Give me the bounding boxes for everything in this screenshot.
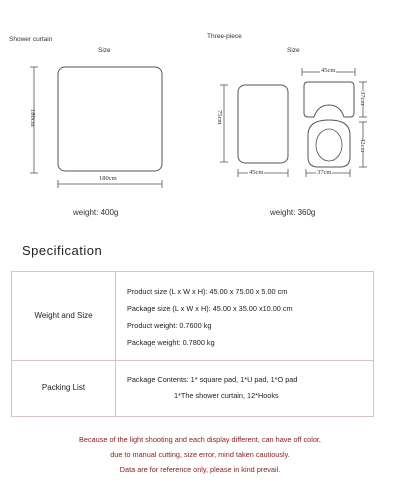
weight-left: weight: 400g [73,208,119,217]
o-pad-width-text: 37cm [317,169,332,176]
notice-line-3: Data are for reference only, please in kind prevail. [119,465,281,474]
curtain-width-text: 180cm [99,175,117,182]
package-contents-line: Package Contents: 1* square pad, 1*U pad, 1*O pad [127,375,298,384]
curtain-height-text: 180cm [29,109,36,127]
weight-right: weight: 360g [270,208,316,217]
product-weight-line: Product weight: 0.7600 kg [127,321,212,330]
package-size-line: Package size (L x W x H): 45.00 x 35.00 x10.00 cm [127,304,293,313]
o-pad-height-text: 42cm [359,138,366,153]
product-size-line: Product size (L x W x H): 45.00 x 75.00 x 5.00 cm [127,287,288,296]
square-pad-shape [238,85,288,163]
mat-top-width-text: 45cm [321,67,336,74]
row-header-weight-size: Weight and Size [34,311,93,320]
row-header-packing-list: Packing List [41,383,86,392]
mat-width-text: 45cm [249,169,264,176]
shower-curtain-label: Shower curtain [9,36,53,43]
specification-title: Specification [22,243,103,258]
curtain-shape [58,67,162,171]
notice-line-2: due to manual cutting, size error, mind taken cautiously. [110,450,290,459]
three-piece-label: Three-piece [207,33,242,40]
mat-height-text: 75cm [216,110,223,125]
u-pad-shape [304,82,354,117]
size-label-left: Size [98,47,111,54]
u-pad-height-text: 37cm [359,91,366,106]
specification-table [11,271,374,417]
o-pad-hole [316,129,342,161]
package-contents-line-2: 1*The shower curtain, 12*Hooks [174,391,279,400]
package-weight-line: Package weight: 0.7800 kg [127,338,215,347]
three-piece-diagram [200,55,400,195]
size-label-right: Size [287,47,300,54]
notice-line-1: Because of the light shooting and each display different, can have off color, [79,435,321,444]
